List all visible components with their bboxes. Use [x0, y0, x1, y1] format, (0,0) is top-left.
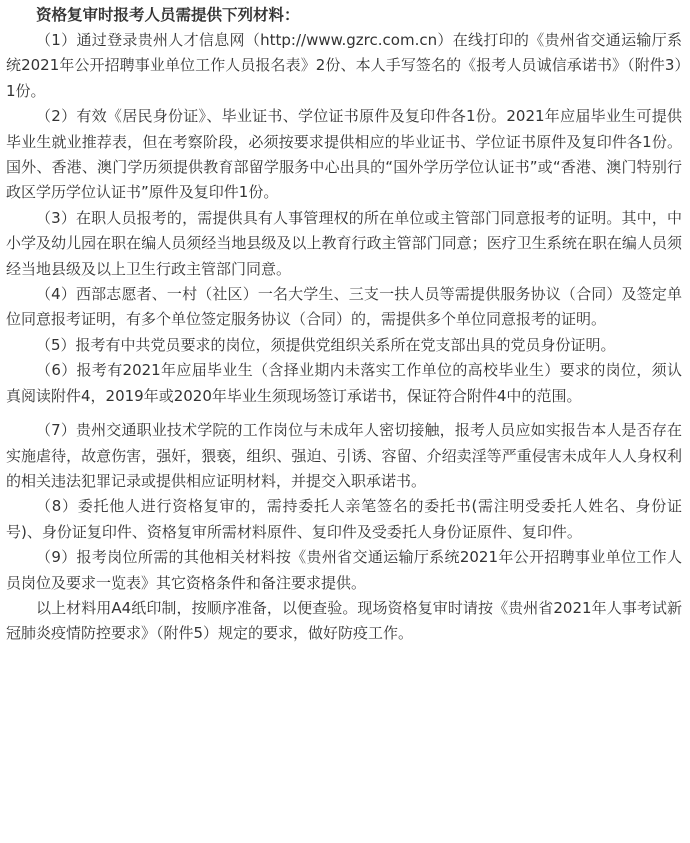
paragraph-item-7: （7）贵州交通职业技术学院的工作岗位与未成年人密切接触，报考人员应如实报告本人是否存在实施虐待，故意伤害，强奸，猥亵，组织、强迫、引诱、容留、介绍卖淫等严重侵害未成年人人身权利的相关违法犯罪记录或提供相应证明材料，并提交入职承诺书。	[6, 421, 682, 490]
paragraph-item-8: （8）委托他人进行资格复审的，需持委托人亲笔签名的委托书(需注明受委托人姓名、身份证号)、身份证复印件、资格复审所需材料原件、复印件及受委托人身份证原件、复印件。	[6, 497, 682, 541]
section-heading: 资格复审时报考人员需提供下列材料：	[36, 6, 300, 24]
paragraph-item-9: （9）报考岗位所需的其他相关材料按《贵州省交通运输厅系统2021年公开招聘事业单位工作人员岗位及要求一览表》其它资格条件和备注要求提供。	[6, 548, 682, 592]
paragraph-item-2: （2）有效《居民身份证》、毕业证书、学位证书原件及复印件各1份。2021年应届毕业生可提供毕业生就业推荐表，但在考察阶段，必须按要求提供相应的毕业证书、学位证书原件及复印件各1份。国外、香港、澳门学历须提供教育部留学服务中心出具的“国外学历学位认证书”或“香港、澳门特别行政区学历学位认证书”原件及复印件1份。	[6, 107, 682, 202]
paragraph-item-3: （3）在职人员报考的，需提供具有人事管理权的所在单位或主管部门同意报考的证明。其中，中小学及幼儿园在职在编人员须经当地县级及以上教育行政主管部门同意；医疗卫生系统在职在编人员须经当地县级及以上卫生行政主管部门同意。	[6, 208, 682, 278]
paragraph-item-1: （1）通过登录贵州人才信息网（http://www.gzrc.com.cn）在线打印的《贵州省交通运输厅系统2021年公开招聘事业单位工作人员报名表》2份、本人手写签名的《报考人员诚信承诺书》（附件3）1份。	[6, 31, 682, 100]
paragraph-item-4: （4）西部志愿者、一村（社区）一名大学生、三支一扶人员等需提供服务协议（合同）及签定单位同意报考证明，有多个单位签定服务协议（合同）的，需提供多个单位同意报考的证明。	[6, 285, 682, 329]
paragraph-item-6: （6）报考有2021年应届毕业生（含择业期内未落实工作单位的高校毕业生）要求的岗位，须认真阅读附件4，2019年或2020年毕业生须现场签订承诺书，保证符合附件4中的范围。	[6, 361, 682, 405]
paragraph-item-5: （5）报考有中共党员要求的岗位，须提供党组织关系所在党支部出具的党员身份证明。	[36, 335, 616, 354]
closing-paragraph: 以上材料用A4纸印制，按顺序准备，以便查验。现场资格复审时请按《贵州省2021年人事考试新冠肺炎疫情防控要求》（附件5）规定的要求，做好防疫工作。	[6, 598, 682, 643]
